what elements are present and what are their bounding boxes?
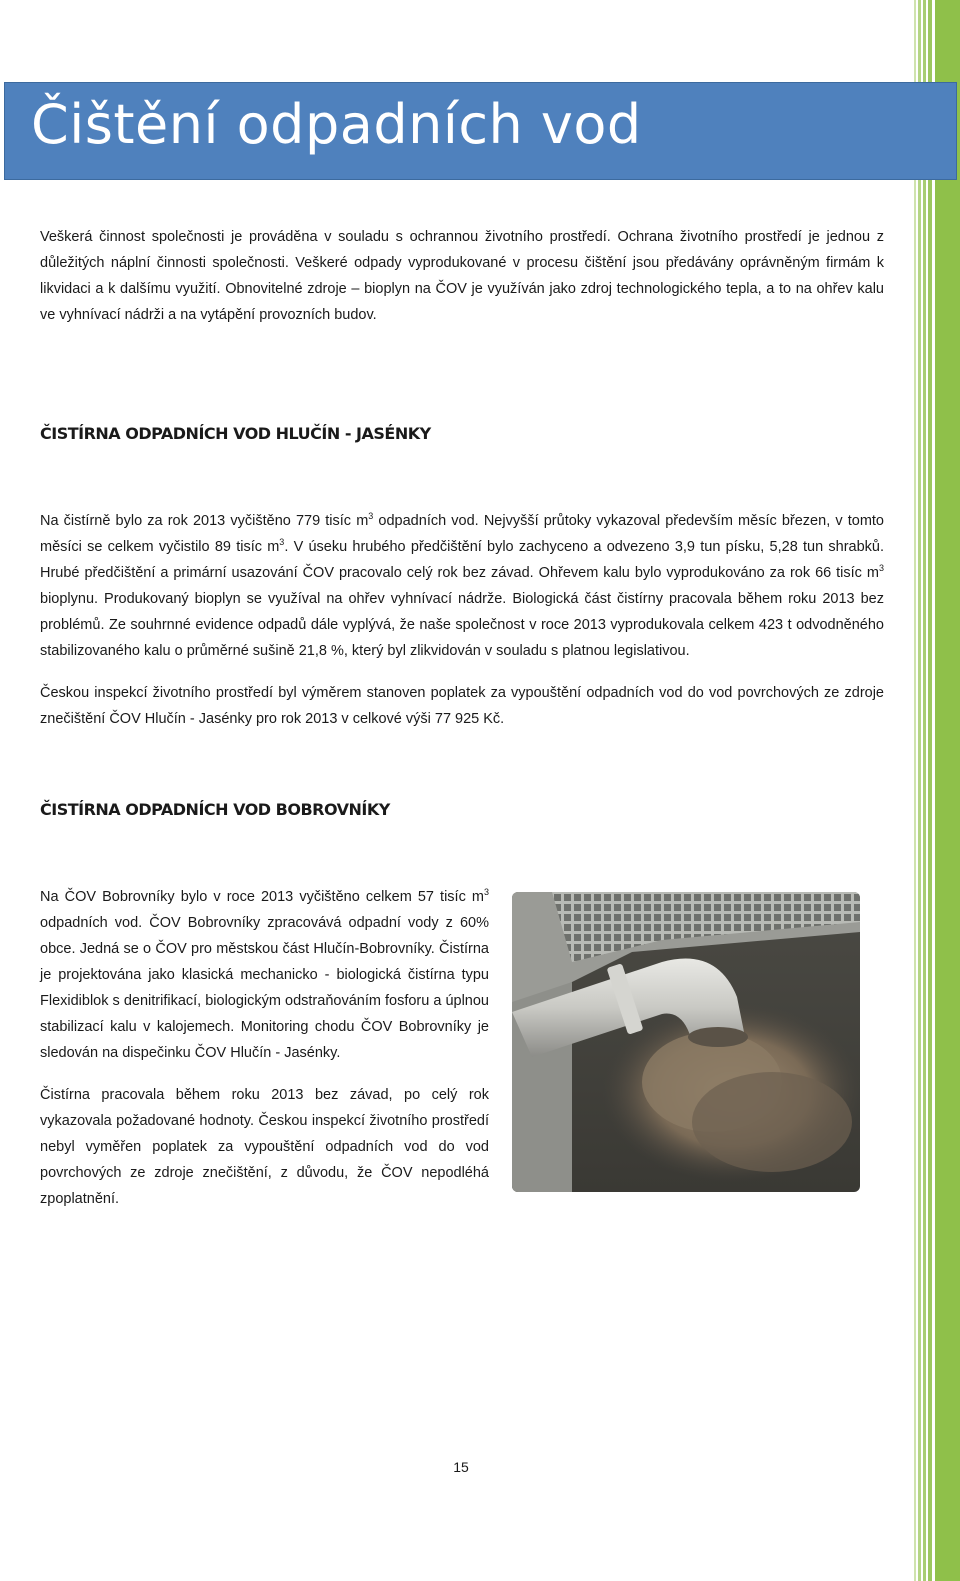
section1-paragraph-1 [40, 508, 884, 664]
superscript: 3 [279, 537, 285, 548]
section-heading-bobrovniky: ČISTÍRNA ODPADNÍCH VOD BOBROVNÍKY [40, 800, 390, 819]
text-run: bioplynu. Produkovaný bioplyn se využíval na ohřev vyhnívací nádrže. Biologická část čistírny pracovala během roku 2013 bez problémů. Ze souhrnné evidence odpadů dále vyplývá, že naše společnost v roce 2013 vyprodukovala celkem 423 t odvodněného stabilizovaného kalu o průměrné sušině 21,8 %, který byl zlikvidován v souladu s platnou legislativou. [40, 591, 884, 659]
text-run: odpadních vod. Nejvyšší průtoky vykazoval především měsíc březen, v tomto měsíci se celkem vyčistilo 89 tisíc m [40, 513, 884, 555]
stripe [923, 0, 926, 1581]
section1-paragraph-2: Českou inspekcí životního prostředí byl výměrem stanoven poplatek za vypouštění odpadních vod do vod povrchových ze zdroje znečištění ČOV Hlučín - Jasénky pro rok 2013 v celkové výši 77 925 Kč. [40, 685, 884, 727]
section2-paragraph-2: Čistírna pracovala během roku 2013 bez závad, po celý rok vykazovala požadované hodnoty. Českou inspekcí životního prostředí nebyl vyměřen poplatek za vypouštění odpadních vod do vod povrchových ze zdroje znečištění, z důvodu, že ČOV nepodléhá zpoplatnění. [40, 1087, 489, 1207]
stripe [935, 0, 960, 1581]
page-number: 15 [453, 1459, 469, 1475]
superscript: 3 [368, 511, 374, 522]
text-run: Na čistírně bylo za rok 2013 vyčištěno 779 tisíc m [40, 513, 369, 529]
page-title: Čištění odpadních vod [31, 93, 642, 156]
superscript: 3 [878, 563, 884, 574]
wastewater-pipe-photo [512, 892, 860, 1192]
stripe [918, 0, 921, 1581]
title-banner [4, 82, 957, 180]
stripe [928, 0, 932, 1581]
text-run: Na ČOV Bobrovníky bylo v roce 2013 vyčištěno celkem 57 tisíc m [40, 889, 484, 905]
text-run: odpadních vod. ČOV Bobrovníky zpracovává odpadní vody z 60% obce. Jedná se o ČOV pro městskou část Hlučín-Bobrovníky. Čistírna je projektována jako klasická mechanicko - biologická čistírna typu Flexidiblok s denitrifikací, biologickým odstraňováním fosforu a úplnou stabilizací kalu v kalojemech. Monitoring chodu ČOV Bobrovníky je sledován na dispečinku ČOV Hlučín - Jasénky. [40, 915, 489, 1061]
superscript: 3 [483, 887, 489, 898]
decorative-stripes [914, 0, 960, 1581]
intro-paragraph: Veškerá činnost společnosti je prováděna v souladu s ochrannou životního prostředí. Ochrana životního prostředí je jednou z důležitých náplní činnosti společnosti. Veškeré odpady vyprodukované v procesu čištění jsou předávány oprávněným firmám k likvidaci a k dalšímu využití. Obnovitelné zdroje – bioplyn na ČOV je využíván jako zdroj technologického tepla, a to na ohřev kalu ve vyhnívací nádrži a na vytápění provozních budov. [40, 229, 884, 323]
text-run: . V úseku hrubého předčištění bylo zachyceno a odvezeno 3,9 tun písku, 5,28 tun shrabků. Hrubé předčištění a primární usazování ČOV pracovalo celý rok bez závad. Ohřevem kalu bylo vyprodukováno za rok 66 tisíc m [40, 539, 884, 581]
photo-illustration [512, 892, 860, 1192]
section-heading-hlucin: ČISTÍRNA ODPADNÍCH VOD HLUČÍN - JASÉNKY [40, 424, 431, 443]
stripe [914, 0, 916, 1581]
section2-paragraph-1 [40, 884, 489, 1066]
